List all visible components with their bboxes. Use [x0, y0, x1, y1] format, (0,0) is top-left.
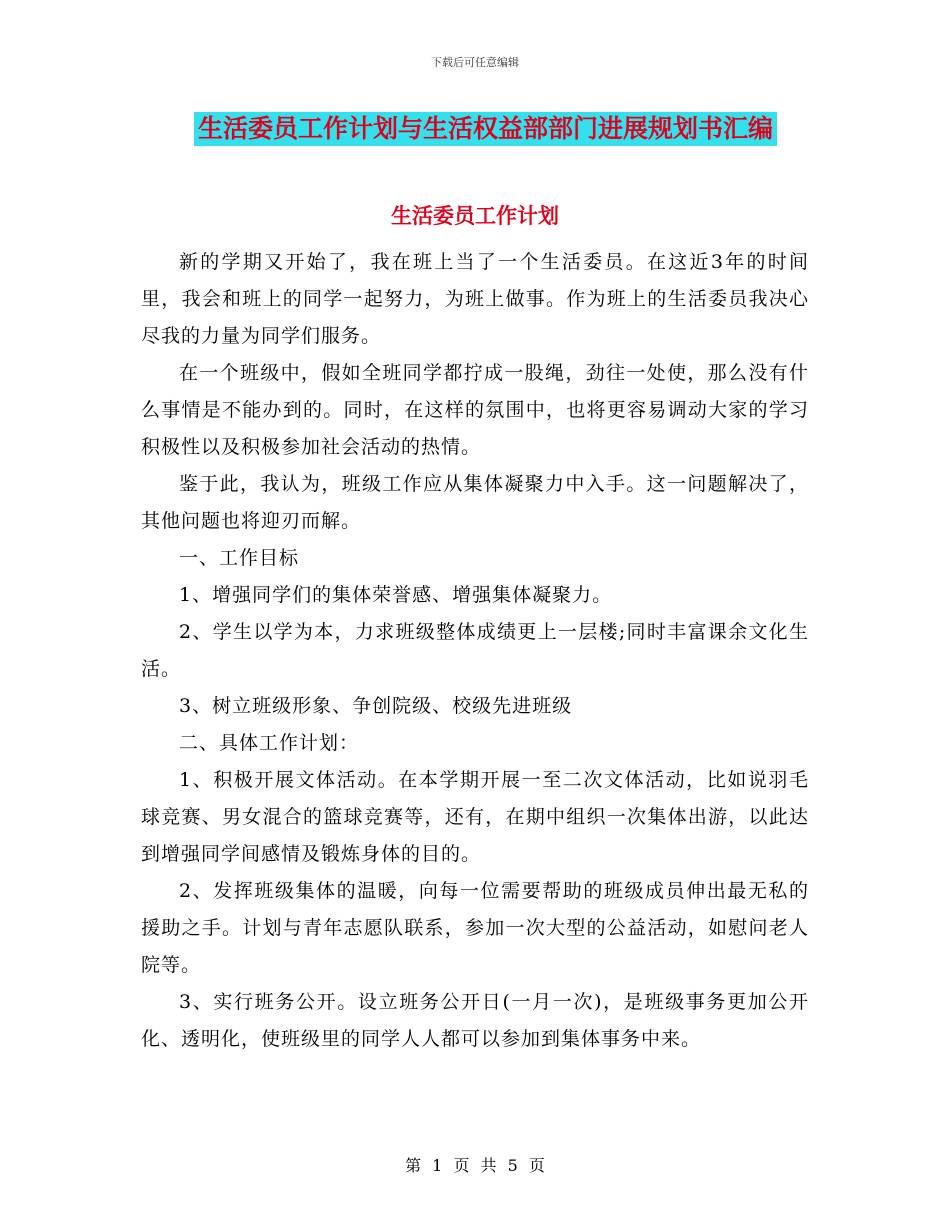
goal-item-2: 2、学生以学为本，力求班级整体成绩更上一层楼;同时丰富课余文化生活。	[141, 621, 809, 680]
goal-item-1: 1、增强同学们的集体荣誉感、增强集体凝聚力。	[179, 584, 613, 606]
plan-item-2: 2、发挥班级集体的温暖，向每一位需要帮助的班级成员伸出最无私的援助之手。计划与青年志愿队联系，参加一次大型的公益活动，如慰问老人院等。	[141, 880, 809, 976]
goal-item-3: 3、树立班级形象、争创院级、校级先进班级	[179, 695, 573, 717]
paragraph-approach: 鉴于此，我认为，班级工作应从集体凝聚力中入手。这一问题解决了，其他问题也将迎刃而解。	[141, 473, 809, 532]
heading-work-goals: 一、工作目标	[179, 547, 300, 569]
heading-work-plan: 二、具体工作计划：	[179, 732, 360, 754]
paragraph-class-unity: 在一个班级中，假如全班同学都拧成一股绳，劲往一处使，那么没有什么事情是不能办到的。同时，在这样的氛围中，也将更容易调动大家的学习积极性以及积极参加社会活动的热情。	[141, 362, 809, 458]
section-title: 生活委员工作计划	[391, 204, 559, 228]
paragraph-intro: 新的学期又开始了，我在班上当了一个生活委员。在这近3年的时间里，我会和班上的同学一起努力，为班上做事。作为班上的生活委员我决心尽我的力量为同学们服务。	[141, 251, 809, 347]
document-title: 生活委员工作计划与生活权益部部门进展规划书汇编	[194, 112, 777, 146]
plan-item-3: 3、实行班务公开。设立班务公开日(一月一次)，是班级事务更加公开化、透明化，使班级里的同学人人都可以参加到集体事务中来。	[141, 991, 809, 1050]
plan-item-1: 1、积极开展文体活动。在本学期开展一至二次文体活动，比如说羽毛球竞赛、男女混合的篮球竞赛等，还有，在期中组织一次集体出游，以此达到增强同学间感情及锻炼身体的目的。	[141, 769, 809, 865]
page-number-footer: 第 1 页 共 5 页	[405, 1156, 545, 1175]
document-body	[141, 244, 809, 1058]
header-note: 下载后可任意编辑	[431, 56, 519, 69]
